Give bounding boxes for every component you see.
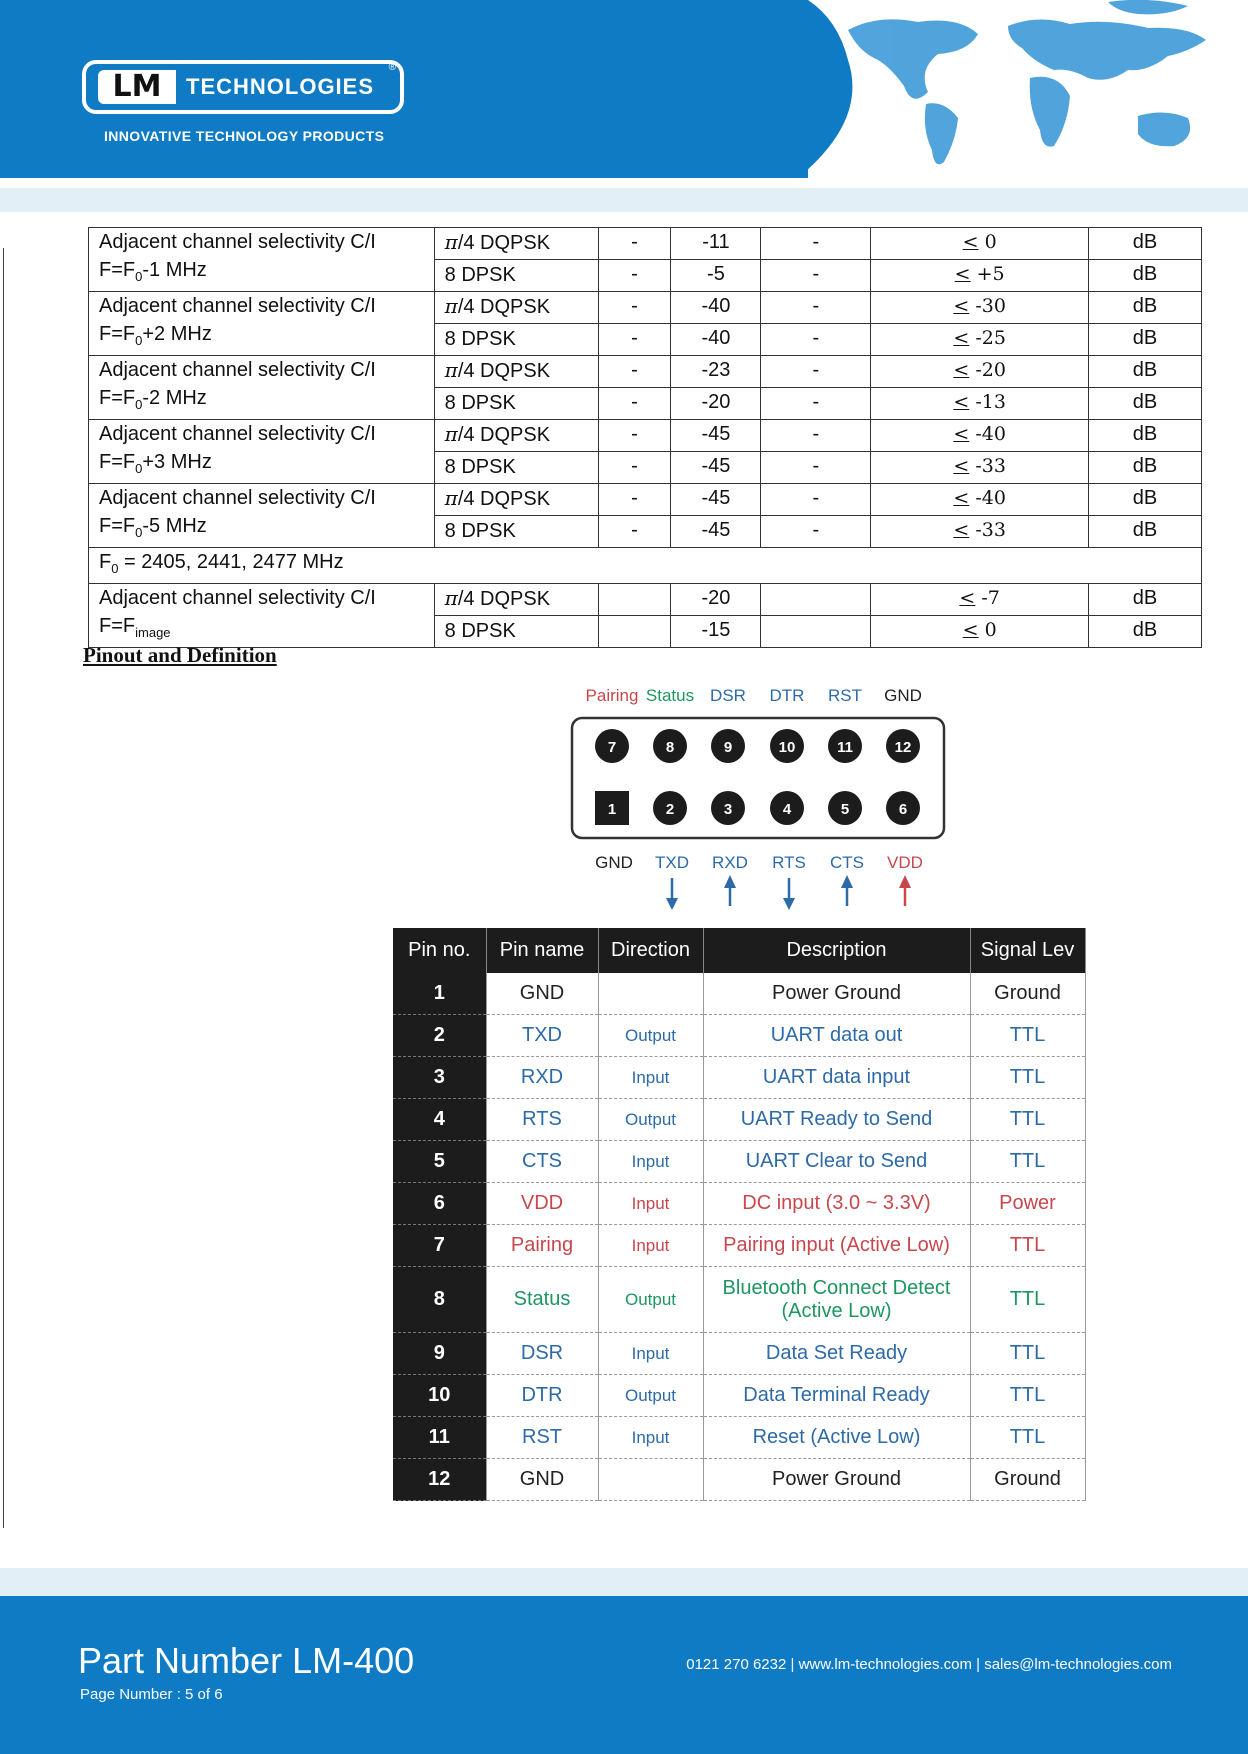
pin-number-cell: 6: [393, 1183, 486, 1225]
max-value: -: [761, 420, 871, 452]
limit-value: [871, 228, 1089, 260]
pin-table-body: [393, 973, 1085, 1501]
description-cell: [703, 1225, 970, 1267]
modulation-name: 8 DPSK: [444, 264, 516, 286]
bottom-pin-label: RTS: [772, 853, 806, 872]
logo-lm-mark: LM: [98, 70, 176, 104]
arrow-up-icon: [841, 875, 853, 906]
modulation-cell: [434, 292, 598, 324]
top-pin-label: Pairing: [585, 686, 639, 705]
parameter-frequency: F=F: [99, 615, 136, 637]
direction-cell: Input: [598, 1333, 703, 1375]
world-map-graphic: [808, 0, 1248, 178]
less-equal-symbol: <: [953, 327, 970, 349]
unit-value: dB: [1089, 228, 1202, 260]
direction-cell: Output: [598, 1267, 703, 1333]
signal-level-cell: TTL: [970, 1417, 1085, 1459]
description-cell: [703, 1141, 970, 1183]
company-logo: [82, 60, 404, 114]
pin-name-cell: VDD: [486, 1183, 598, 1225]
limit-value: [871, 484, 1089, 516]
parameter-cell: [89, 420, 435, 484]
pin-number-cell: 3: [393, 1057, 486, 1099]
limit-value: [871, 584, 1089, 616]
parameter-offset: -1 MHz: [142, 259, 207, 281]
max-value: -: [761, 388, 871, 420]
direction-cell: Input: [598, 1141, 703, 1183]
max-value: [761, 584, 871, 616]
page-number: Page Number : 5 of 6: [80, 1686, 223, 1703]
pin-number-cell: 2: [393, 1015, 486, 1057]
direction-cell: Input: [598, 1183, 703, 1225]
modulation-cell: [434, 388, 598, 420]
parameter-offset: -2 MHz: [142, 387, 207, 409]
parameter-subscript: 0: [135, 333, 143, 348]
modulation-name: 8 DPSK: [444, 520, 516, 542]
description-cell: [703, 1015, 970, 1057]
top-pin-label: DTR: [769, 686, 805, 705]
pin-number-cell: 10: [393, 1375, 486, 1417]
max-value: -: [761, 452, 871, 484]
signal-level-cell: TTL: [970, 1141, 1085, 1183]
signal-level-cell: TTL: [970, 1099, 1085, 1141]
parameter-cell: [89, 228, 435, 292]
description-cell: [703, 973, 970, 1015]
pin-definition-table: [393, 928, 1086, 1501]
max-value: -: [761, 356, 871, 388]
less-equal-symbol: <: [953, 423, 970, 445]
pin-row: [393, 1333, 1085, 1375]
modulation-name: 8 DPSK: [444, 328, 516, 350]
pin-name-cell: TXD: [486, 1015, 598, 1057]
pi-symbol: π: [444, 230, 458, 254]
direction-cell: Output: [598, 1375, 703, 1417]
top-pin-label: Status: [645, 686, 695, 705]
typ-value: -40: [671, 324, 761, 356]
limit-number: -33: [969, 519, 1006, 541]
spec-table-body: [89, 228, 1202, 648]
limit-value: [871, 616, 1089, 648]
signal-level-cell: TTL: [970, 1267, 1085, 1333]
min-value: -: [598, 356, 671, 388]
max-value: -: [761, 324, 871, 356]
bottom-pin-label: GND: [595, 853, 633, 872]
unit-value: dB: [1089, 516, 1202, 548]
footer-accent-band: [0, 1568, 1248, 1596]
typ-value: -11: [671, 228, 761, 260]
limit-number: -30: [969, 295, 1006, 317]
min-value: [598, 616, 671, 648]
direction-cell: Input: [598, 1417, 703, 1459]
description-cell: [703, 1417, 970, 1459]
parameter-subscript: image: [135, 625, 171, 640]
signal-level-cell: TTL: [970, 1375, 1085, 1417]
less-equal-symbol: <: [953, 391, 970, 413]
parameter-offset: +3 MHz: [142, 451, 212, 473]
frequency-note-row: [89, 548, 1202, 584]
parameter-offset: +2 MHz: [142, 323, 212, 345]
arrow-up-icon: [899, 875, 911, 906]
less-equal-symbol: <: [962, 619, 979, 641]
min-value: -: [598, 420, 671, 452]
pi-symbol: π: [444, 294, 458, 318]
min-value: -: [598, 260, 671, 292]
max-value: -: [761, 292, 871, 324]
limit-value: [871, 356, 1089, 388]
spec-row: [89, 420, 1202, 452]
unit-value: dB: [1089, 324, 1202, 356]
pi-symbol: π: [444, 358, 458, 382]
typ-value: -45: [671, 516, 761, 548]
max-value: -: [761, 516, 871, 548]
max-value: -: [761, 484, 871, 516]
bottom-pin-label: VDD: [887, 853, 923, 872]
arrow-down-icon: [666, 878, 678, 910]
arrow-down-icon: [783, 878, 795, 910]
parameter-cell: [89, 484, 435, 548]
frequency-note: [89, 548, 1202, 584]
unit-value: dB: [1089, 616, 1202, 648]
spec-row: [89, 292, 1202, 324]
parameter-frequency: F=F: [99, 515, 136, 537]
pin-name-cell: Pairing: [486, 1225, 598, 1267]
min-value: -: [598, 516, 671, 548]
limit-number: -25: [969, 327, 1006, 349]
typ-value: -45: [671, 452, 761, 484]
pin-number: 2: [665, 801, 675, 818]
max-value: -: [761, 260, 871, 292]
pin-number: 3: [723, 801, 733, 818]
description-cell: [703, 1057, 970, 1099]
typ-value: -20: [671, 388, 761, 420]
top-pin-label: RST: [828, 686, 862, 705]
typ-value: -15: [671, 616, 761, 648]
pi-symbol: π: [444, 422, 458, 446]
column-header: Pin name: [486, 928, 598, 973]
less-equal-symbol: <: [953, 519, 970, 541]
pin-number: 11: [837, 739, 853, 756]
modulation-cell: [434, 420, 598, 452]
parameter-name: Adjacent channel selectivity C/I: [99, 423, 376, 445]
pin-row: [393, 1459, 1085, 1501]
column-header: Direction: [598, 928, 703, 973]
limit-value: [871, 420, 1089, 452]
signal-level-cell: TTL: [970, 1333, 1085, 1375]
pin-number: 12: [894, 739, 912, 756]
typ-value: -40: [671, 292, 761, 324]
modulation-name: 8 DPSK: [444, 392, 516, 414]
typ-value: -23: [671, 356, 761, 388]
parameter-cell: [89, 292, 435, 356]
typ-value: -5: [671, 260, 761, 292]
description-text: UART Clear to Send: [745, 1150, 928, 1172]
bottom-pin-label: RXD: [712, 853, 748, 872]
pin-row: [393, 1267, 1085, 1333]
parameter-subscript: 0: [135, 461, 143, 476]
spec-row: [89, 228, 1202, 260]
unit-value: dB: [1089, 388, 1202, 420]
max-value: -: [761, 228, 871, 260]
limit-number: +5: [970, 263, 1005, 285]
bottom-pin-label: CTS: [830, 853, 864, 872]
pin-name-cell: GND: [486, 1459, 598, 1501]
pin-number: 4: [782, 801, 792, 818]
modulation-name: 8 DPSK: [444, 620, 516, 642]
pin-row: [393, 1225, 1085, 1267]
registered-mark: ®: [388, 62, 396, 73]
limit-value: [871, 452, 1089, 484]
modulation-name: /4 DQPSK: [457, 296, 551, 318]
signal-level-cell: Ground: [970, 1459, 1085, 1501]
column-header: Pin no.: [393, 928, 486, 973]
unit-value: dB: [1089, 584, 1202, 616]
parameter-subscript: 0: [135, 269, 143, 284]
less-equal-symbol: <: [959, 587, 976, 609]
direction-cell: [598, 973, 703, 1015]
modulation-name: /4 DQPSK: [457, 424, 551, 446]
parameter-name: Adjacent channel selectivity C/I: [99, 295, 376, 317]
min-value: -: [598, 388, 671, 420]
limit-value: [871, 388, 1089, 420]
min-value: -: [598, 228, 671, 260]
description-text: DC input (3.0 ~ 3.3V): [742, 1192, 931, 1214]
pin-number: 8: [665, 739, 675, 756]
description-text: UART data out: [770, 1024, 903, 1046]
description-text: UART Ready to Send: [740, 1108, 933, 1130]
pin-row: [393, 1417, 1085, 1459]
parameter-frequency: F=F: [99, 451, 136, 473]
description-text: UART data input: [762, 1066, 911, 1088]
parameter-subscript: 0: [135, 525, 143, 540]
signal-level-cell: Ground: [970, 973, 1085, 1015]
limit-number: -40: [969, 423, 1006, 445]
limit-number: -7: [975, 587, 1000, 609]
pin-number-cell: 8: [393, 1267, 486, 1333]
modulation-name: /4 DQPSK: [457, 360, 551, 382]
description-text: Power Ground: [772, 1468, 901, 1490]
pin-number: 9: [723, 739, 733, 756]
description-cell: [703, 1099, 970, 1141]
pin-number-cell: 12: [393, 1459, 486, 1501]
modulation-name: /4 DQPSK: [457, 232, 551, 254]
section-title: Pinout and Definition: [83, 643, 277, 667]
arrow-up-icon: [724, 875, 736, 906]
typ-value: -20: [671, 584, 761, 616]
description-text: Power Ground: [772, 982, 901, 1004]
less-equal-symbol: <: [953, 295, 970, 317]
min-value: -: [598, 452, 671, 484]
pin-row: [393, 1141, 1085, 1183]
top-pin-label: GND: [884, 686, 922, 705]
pin-table-header: [393, 928, 1085, 973]
pin-name-cell: RXD: [486, 1057, 598, 1099]
typ-value: -45: [671, 484, 761, 516]
pin-number: 5: [840, 801, 850, 818]
pin-number-cell: 9: [393, 1333, 486, 1375]
selectivity-spec-table: [88, 227, 1202, 648]
direction-cell: Input: [598, 1057, 703, 1099]
connector-pinout-diagram: [560, 676, 960, 916]
contact-info: 0121 270 6232 | www.lm-technologies.com | sales@lm-technologies.com: [686, 1656, 1172, 1673]
modulation-cell: [434, 228, 598, 260]
limit-number: 0: [978, 619, 997, 641]
parameter-cell: [89, 584, 435, 648]
direction-cell: Input: [598, 1225, 703, 1267]
pin-number-cell: 4: [393, 1099, 486, 1141]
signal-level-cell: Power: [970, 1183, 1085, 1225]
top-pin-label: DSR: [710, 686, 746, 705]
description-cell: [703, 1183, 970, 1225]
description-text: Data Terminal Ready: [743, 1384, 930, 1406]
limit-number: -13: [969, 391, 1006, 413]
parameter-name: Adjacent channel selectivity C/I: [99, 487, 376, 509]
header-accent-band: [0, 188, 1248, 212]
pin-row: [393, 973, 1085, 1015]
spec-row: [89, 484, 1202, 516]
limit-number: 0: [978, 231, 997, 253]
modulation-cell: [434, 260, 598, 292]
frequency-subscript: 0: [111, 561, 119, 576]
pin-name-cell: DSR: [486, 1333, 598, 1375]
pin-name-cell: RST: [486, 1417, 598, 1459]
spec-row: [89, 356, 1202, 388]
min-value: [598, 584, 671, 616]
description-text: Bluetooth Connect Detect: [722, 1276, 951, 1299]
parameter-cell: [89, 356, 435, 420]
direction-cell: [598, 1459, 703, 1501]
description-cell: [703, 1333, 970, 1375]
modulation-name: 8 DPSK: [444, 456, 516, 478]
pin-row: [393, 1375, 1085, 1417]
pi-symbol: π: [444, 586, 458, 610]
modulation-cell: [434, 324, 598, 356]
parameter-name: Adjacent channel selectivity C/I: [99, 587, 376, 609]
limit-value: [871, 516, 1089, 548]
max-value: [761, 616, 871, 648]
less-equal-symbol: <: [954, 263, 971, 285]
parameter-subscript: 0: [135, 397, 143, 412]
pin-name-cell: Status: [486, 1267, 598, 1333]
page-header: [0, 0, 1248, 178]
modulation-cell: [434, 356, 598, 388]
logo-wordmark: TECHNOLOGIES: [186, 74, 375, 99]
less-equal-symbol: <: [962, 231, 979, 253]
pin-row: [393, 1099, 1085, 1141]
bottom-pin-label: TXD: [655, 853, 689, 872]
limit-value: [871, 292, 1089, 324]
modulation-cell: [434, 452, 598, 484]
description-text: Pairing input (Active Low): [723, 1234, 950, 1256]
frequency-values: = 2405, 2441, 2477 MHz: [118, 551, 344, 573]
frequency-prefix: F: [99, 551, 112, 573]
pin-name-cell: GND: [486, 973, 598, 1015]
limit-value: [871, 260, 1089, 292]
limit-number: -40: [969, 487, 1006, 509]
description-cell: [703, 1459, 970, 1501]
unit-value: dB: [1089, 420, 1202, 452]
modulation-cell: [434, 516, 598, 548]
modulation-name: /4 DQPSK: [457, 488, 551, 510]
typ-value: -45: [671, 420, 761, 452]
description-text: Data Set Ready: [765, 1342, 908, 1364]
modulation-cell: [434, 484, 598, 516]
pin-name-cell: CTS: [486, 1141, 598, 1183]
parameter-name: Adjacent channel selectivity C/I: [99, 359, 376, 381]
unit-value: dB: [1089, 260, 1202, 292]
unit-value: dB: [1089, 452, 1202, 484]
pin-number-cell: 11: [393, 1417, 486, 1459]
description-cell: [703, 1267, 970, 1333]
unit-value: dB: [1089, 356, 1202, 388]
parameter-offset: -5 MHz: [142, 515, 207, 537]
direction-cell: Output: [598, 1015, 703, 1057]
parameter-frequency: F=F: [99, 259, 136, 281]
description-text-line2: (Active Low): [781, 1299, 892, 1322]
pin-name-cell: DTR: [486, 1375, 598, 1417]
pin-number: 6: [898, 801, 908, 818]
signal-level-cell: TTL: [970, 1057, 1085, 1099]
pin-row: [393, 1057, 1085, 1099]
part-number: Part Number LM-400: [78, 1640, 415, 1681]
margin-rule: [3, 248, 4, 1528]
pin-row: [393, 1183, 1085, 1225]
limit-value: [871, 324, 1089, 356]
description-text: Reset (Active Low): [752, 1426, 921, 1448]
parameter-frequency: F=F: [99, 387, 136, 409]
description-cell: [703, 1375, 970, 1417]
modulation-cell: [434, 616, 598, 648]
less-equal-symbol: <: [953, 359, 970, 381]
column-header: Description: [703, 928, 970, 973]
limit-number: -33: [969, 455, 1006, 477]
limit-number: -20: [969, 359, 1006, 381]
pin-number-cell: 7: [393, 1225, 486, 1267]
company-tagline: INNOVATIVE TECHNOLOGY PRODUCTS: [104, 128, 385, 144]
signal-level-cell: TTL: [970, 1015, 1085, 1057]
modulation-cell: [434, 584, 598, 616]
signal-level-cell: TTL: [970, 1225, 1085, 1267]
pin-name-cell: RTS: [486, 1099, 598, 1141]
pin-number: 10: [778, 739, 796, 756]
pin-number-cell: 5: [393, 1141, 486, 1183]
modulation-name: /4 DQPSK: [457, 588, 551, 610]
unit-value: dB: [1089, 484, 1202, 516]
unit-value: dB: [1089, 292, 1202, 324]
pi-symbol: π: [444, 486, 458, 510]
min-value: -: [598, 292, 671, 324]
pin-number-cell: 1: [393, 973, 486, 1015]
pin-number: 7: [607, 739, 617, 756]
parameter-name: Adjacent channel selectivity C/I: [99, 231, 376, 253]
spec-row-image: [89, 584, 1202, 616]
min-value: -: [598, 484, 671, 516]
column-header: Signal Lev: [970, 928, 1085, 973]
parameter-frequency: F=F: [99, 323, 136, 345]
less-equal-symbol: <: [953, 487, 970, 509]
min-value: -: [598, 324, 671, 356]
less-equal-symbol: <: [953, 455, 970, 477]
direction-cell: Output: [598, 1099, 703, 1141]
pin-row: [393, 1015, 1085, 1057]
pin-number: 1: [607, 801, 617, 818]
